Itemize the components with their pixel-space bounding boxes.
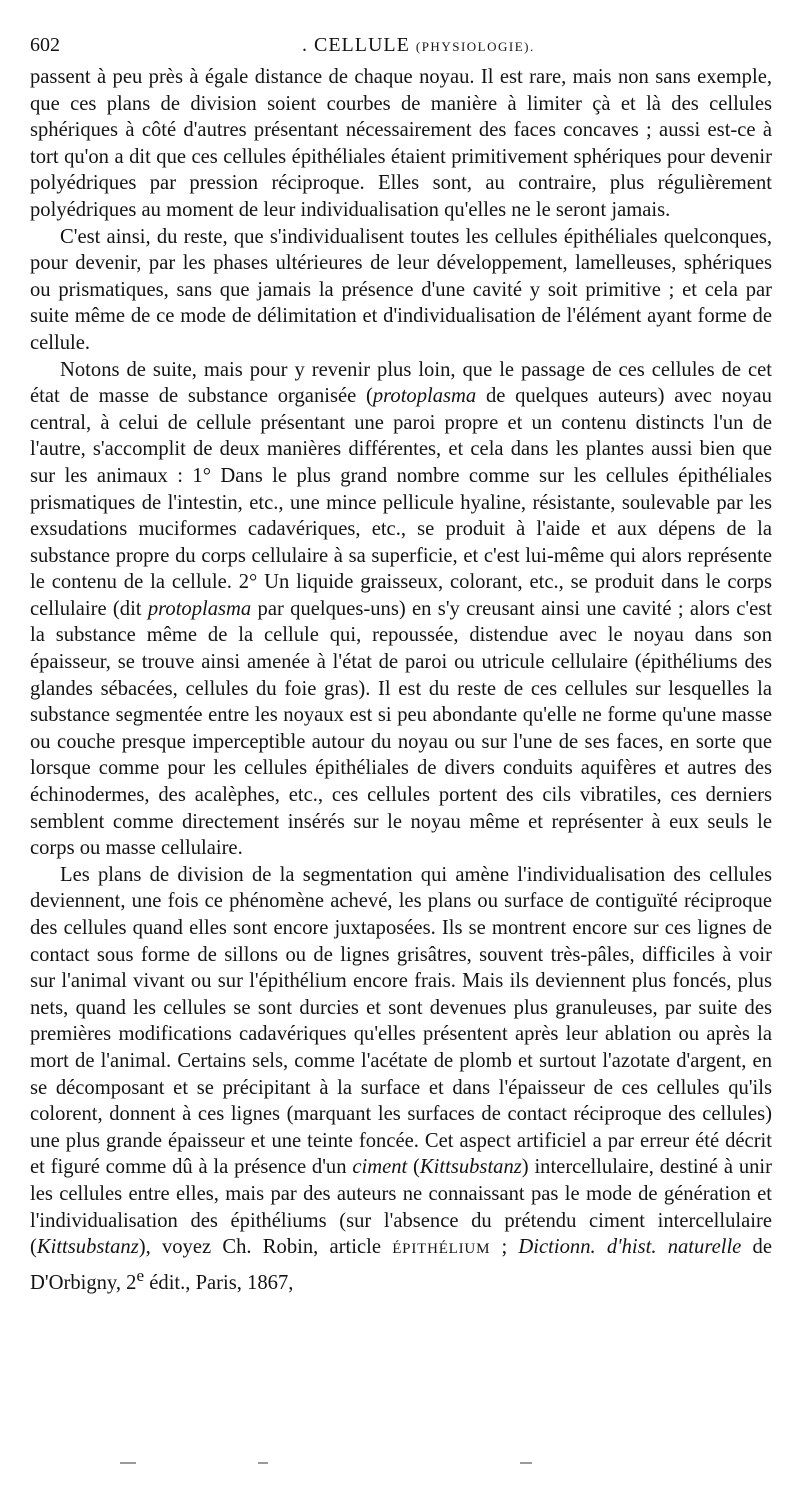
- small-caps-term: ÉPITHÉLIUM: [392, 1241, 491, 1258]
- italic-term: protoplasma: [372, 385, 477, 408]
- paragraph-3-text: Notons de suite, mais pour y revenir plus loin, que le passage de ces cellules de cet état de masse de substance organisée (: [30, 358, 772, 408]
- scan-mark: [120, 1462, 136, 1464]
- running-title-subtitle: (PHYSIOLOGIE).: [415, 39, 535, 54]
- body-text: [30, 64, 772, 1296]
- paragraph-3: [30, 357, 772, 862]
- paragraph-4-text: Les plans de division de la segmentation qui amène l'individualisation des cellules deviennent, une fois ce phénomène achevé, les plans ou surface de contiguïté réciproque des cellules quand elles sont encore juxtaposées. Ils se montrent encore sur ces lignes de contact sous forme de sillons ou de lignes grisâtres, souvent très-pâles, difficiles à voir sur l'animal vivant ou sur l'épithélium encore frais. Mais ils deviennent plus foncés, plus nets, quand les cellules se sont durcies et sont devenues plus granuleuses, par suite des premières modifications cadavériques qu'elles présentent après leur ablation ou après la mort de l'animal. Certains sels, comme l'acétate de plomb et surtout l'azotate d'argent, en se décomposant et se précipitant à la surface et dans l'épaisseur de ces cellules qu'ils colorent, donnent à ces lignes (marquant les surfaces de contact réciproque des cellules) une plus grande épaisseur et une teinte foncée. Cet aspect artificiel a par erreur été décrit et figuré comme dû à la présence d'un: [30, 863, 772, 1179]
- paragraph-4-text: édit., Paris, 1867,: [144, 1271, 294, 1294]
- italic-term: ciment: [352, 1156, 408, 1179]
- paragraph-4-text: (: [407, 1156, 420, 1179]
- italic-term: Kittsubstanz: [36, 1236, 139, 1259]
- italic-term: protoplasma: [147, 597, 252, 620]
- scan-mark: [520, 1462, 532, 1464]
- scan-mark: [258, 1462, 268, 1464]
- paragraph-3-text: de quelques auteurs) avec noyau central, à celui de cellule présentant une paroi propre et un contenu distincts l'un de l'autre, s'accomplit de deux manières différentes, et cela dans les plantes aussi bien que sur les animaux : 1° Dans le plus grand nombre comme sur les cellules épithéliales prismatiques de l'intestin, etc., une mince pellicule hyaline, résistante, soulevable par les exsudations muciformes cadavériques, etc., se produit à l'aide et aux dépens de la substance propre du corps cellulaire à sa superficie, et c'est lui-même qui alors représente le contenu de la cellule. 2° Un liquide graisseux, colorant, etc., se produit dans le corps cellulaire (dit: [30, 385, 772, 620]
- running-title-main: . CELLULE: [302, 34, 416, 56]
- italic-title: Dictionn. d'hist. naturelle: [518, 1236, 742, 1259]
- paragraph-1: passent à peu près à égale distance de chaque noyau. Il est rare, mais non sans exemple, que ces plans de division soient courbes de manière à limiter çà et là des cellules sphériques à côté d'autres présentant nécessairement des faces concaves ; aussi est-ce à tort qu'on a dit que ces cellules épithéliales étaient primitivement sphériques pour devenir polyédriques par pression réciproque. Elles sont, au contraire, plus régulièrement polyédriques au moment de leur individualisation qu'elles ne le seront jamais.: [30, 66, 772, 221]
- paragraph-2: C'est ainsi, du reste, que s'individualisent toutes les cellules épithéliales quelconques, pour devenir, par les phases ultérieures de leur développement, lamelleuses, sphériques ou prismatiques, sans que jamais la présence d'une cavité y soit primitive ; et cela par suite même de ce mode de délimitation et d'individualisation de l'élément ayant forme de cellule.: [30, 225, 772, 354]
- paragraph-4-text: ;: [490, 1236, 519, 1259]
- paragraph-4-text: ), voyez Ch. Robin, article: [138, 1236, 393, 1259]
- paragraph-4: [30, 862, 772, 1296]
- italic-term: Kittsubstanz: [419, 1156, 522, 1179]
- scan-marks: [0, 1462, 800, 1474]
- page-header: [30, 30, 772, 60]
- paragraph-4-text: ) intercellulaire, destiné à unir les cellules entre elles, mais par des auteurs ne connaissant pas le mode de génération et l'individualisation des épithéliums (sur l'absence du prétendu ciment intercellulaire (: [30, 1156, 773, 1259]
- running-title: [302, 30, 535, 62]
- page-number: 602: [30, 34, 60, 56]
- paragraph-4-text: de D'Orbigny, 2: [30, 1236, 772, 1294]
- paragraph-3-text: par quelques-uns) en s'y creusant ainsi une cavité ; alors c'est la substance même de la cellule qui, repoussée, distendue avec le noyau dans son épaisseur, se trouve ainsi amenée à l'état de paroi ou utricule cellulaire (épithéliums des glandes sébacées, cellules du foie gras). Il est du reste de ces cellules sur lesquelles la substance segmentée entre les noyaux est si peu abondante qu'elle ne forme qu'une masse ou couche presque imperceptible autour du noyau ou sur l'une de ses faces, en sorte que lorsque comme pour les cellules épithéliales de divers conduits aquifères et autres des échinodermes, des acalèphes, etc., ces cellules portent des cils vibratiles, ces derniers semblent comme directement insérés sur le noyau même et représenter à eux seuls le corps ou masse cellulaire.: [30, 597, 772, 860]
- superscript: e: [136, 1265, 145, 1285]
